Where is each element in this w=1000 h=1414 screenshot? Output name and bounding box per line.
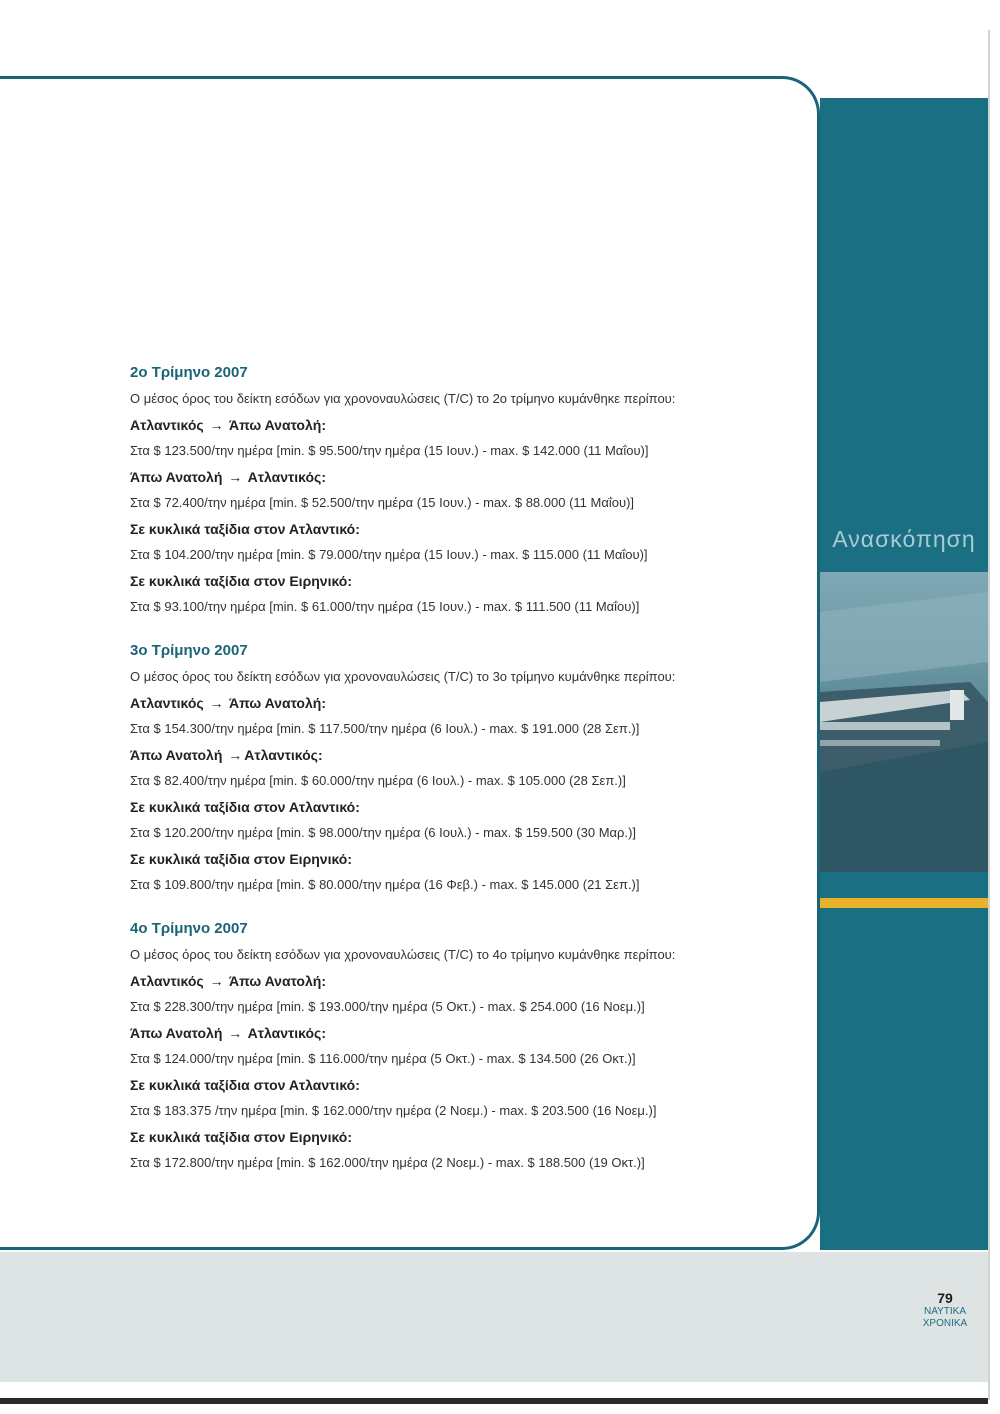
sidebar-lower	[820, 908, 988, 1250]
route-rate: Στα $ 228.300/την ημέρα [min. $ 193.000/την ημέρα (5 Οκτ.) - max. $ 254.000 (16 Νοεμ.)]	[130, 999, 645, 1014]
page-edge	[988, 30, 990, 1400]
route-from: Άπω Ανατολή	[130, 747, 223, 763]
section-intro: Ο μέσος όρος του δείκτη εσόδων για χρονοναυλώσεις (T/C) το 4ο τρίμηνο κυμάνθηκε περίπου:	[130, 947, 676, 962]
section-title: 2o Τρίμηνο 2007	[130, 364, 248, 381]
route-to: Άπω Ανατολή:	[228, 417, 326, 433]
route-rate: Στα $ 109.800/την ημέρα [min. $ 80.000/την ημέρα (16 Φεβ.) - max. $ 145.000 (21 Σεπ.)]	[130, 877, 640, 892]
accent-stripe	[820, 898, 988, 908]
bottom-band	[0, 1252, 988, 1382]
route-heading	[130, 1075, 810, 1101]
route-from: Άπω Ανατολή	[130, 469, 223, 485]
route-heading	[130, 571, 810, 597]
sidebar	[820, 98, 988, 1250]
route-rate: Στα $ 72.400/την ημέρα [min. $ 52.500/την ημέρα (15 Ιουν.) - max. $ 88.000 (11 Μαΐου)]	[130, 495, 635, 510]
route-rate: Στα $ 104.200/την ημέρα [min. $ 79.000/την ημέρα (15 Ιουν.) - max. $ 115.000 (11 Μαΐου)]	[130, 547, 648, 562]
footer-rule	[0, 1398, 988, 1404]
route-heading	[130, 797, 810, 823]
magazine-line-1: ΝΑΥΤΙΚΑ	[923, 1306, 967, 1317]
route-rate: Στα $ 183.375 /την ημέρα [min. $ 162.000/την ημέρα (2 Νοεμ.) - max. $ 203.500 (16 Νοεμ.)]	[130, 1103, 657, 1118]
route-from: Σε κυκλικά ταξίδια στον Ειρηνικό:	[130, 1129, 353, 1145]
arrow-icon: →	[209, 417, 224, 433]
route-from: Σε κυκλικά ταξίδια στον Ατλαντικό:	[130, 799, 360, 815]
route-heading	[130, 849, 810, 875]
route-from: Ατλαντικός	[130, 417, 204, 433]
route-from: Σε κυκλικά ταξίδια στον Ειρηνικό:	[130, 573, 353, 589]
route-heading	[130, 1127, 810, 1153]
route-heading	[130, 1023, 810, 1049]
route-to: Ατλαντικός:	[247, 1025, 326, 1041]
route-rate: Στα $ 172.800/την ημέρα [min. $ 162.000/την ημέρα (2 Νοεμ.) - max. $ 188.500 (19 Οκτ.)]	[130, 1155, 645, 1170]
section-q4	[130, 919, 810, 1179]
magazine-name	[905, 1306, 985, 1330]
route-to: Άπω Ανατολή:	[228, 973, 326, 989]
section-q3	[130, 641, 810, 901]
arrow-icon: →	[209, 695, 224, 711]
section-q2	[130, 363, 810, 623]
route-rate: Στα $ 123.500/την ημέρα [min. $ 95.500/την ημέρα (15 Ιουν.) - max. $ 142.000 (11 Μαΐου)]	[130, 443, 649, 458]
route-heading	[130, 415, 810, 441]
section-title: 4o Τρίμηνο 2007	[130, 920, 248, 937]
route-from: Σε κυκλικά ταξίδια στον Ειρηνικό:	[130, 851, 353, 867]
route-rate: Στα $ 124.000/την ημέρα [min. $ 116.000/την ημέρα (5 Οκτ.) - max. $ 134.500 (26 Οκτ.)]	[130, 1051, 636, 1066]
route-from: Σε κυκλικά ταξίδια στον Ατλαντικό:	[130, 521, 360, 537]
route-to: Άπω Ανατολή:	[228, 695, 326, 711]
route-to: Ατλαντικός:	[244, 747, 323, 763]
article-content	[130, 363, 810, 1197]
arrow-icon: →	[228, 469, 243, 485]
route-heading	[130, 693, 810, 719]
ship-illustration	[820, 572, 988, 872]
section-intro: Ο μέσος όρος του δείκτη εσόδων για χρονοναυλώσεις (T/C) το 3ο τρίμηνο κυμάνθηκε περίπου:	[130, 669, 676, 684]
route-from: Ατλαντικός	[130, 695, 204, 711]
route-heading	[130, 971, 810, 997]
route-rate: Στα $ 93.100/την ημέρα [min. $ 61.000/την ημέρα (15 Ιουν.) - max. $ 111.500 (11 Μαΐου)]	[130, 599, 640, 614]
route-heading	[130, 519, 810, 545]
ship-photo	[820, 572, 988, 872]
route-to: Ατλαντικός:	[247, 469, 326, 485]
section-intro: Ο μέσος όρος του δείκτη εσόδων για χρονοναυλώσεις (T/C) το 2ο τρίμηνο κυμάνθηκε περίπου:	[130, 391, 676, 406]
arrow-icon: →	[228, 1025, 243, 1041]
route-heading	[130, 467, 810, 493]
page-number: 79	[937, 1290, 953, 1306]
route-rate: Στα $ 154.300/την ημέρα [min. $ 117.500/την ημέρα (6 Ιουλ.) - max. $ 191.000 (28 Σεπ.)]	[130, 721, 640, 736]
route-rate: Στα $ 82.400/την ημέρα [min. $ 60.000/την ημέρα (6 Ιουλ.) - max. $ 105.000 (28 Σεπ.)]	[130, 773, 626, 788]
route-from: Άπω Ανατολή	[130, 1025, 223, 1041]
route-rate: Στα $ 120.200/την ημέρα [min. $ 98.000/την ημέρα (6 Ιουλ.) - max. $ 159.500 (30 Μαρ.)]	[130, 825, 637, 840]
magazine-line-2: ΧΡΟΝΙΚΑ	[922, 1318, 968, 1329]
sidebar-title: Ανασκόπηση	[832, 526, 976, 552]
arrow-icon: →	[228, 747, 243, 763]
route-from: Ατλαντικός	[130, 973, 204, 989]
route-heading	[130, 745, 810, 771]
section-title: 3o Τρίμηνο 2007	[130, 642, 248, 659]
route-from: Σε κυκλικά ταξίδια στον Ατλαντικό:	[130, 1077, 360, 1093]
arrow-icon: →	[209, 973, 224, 989]
